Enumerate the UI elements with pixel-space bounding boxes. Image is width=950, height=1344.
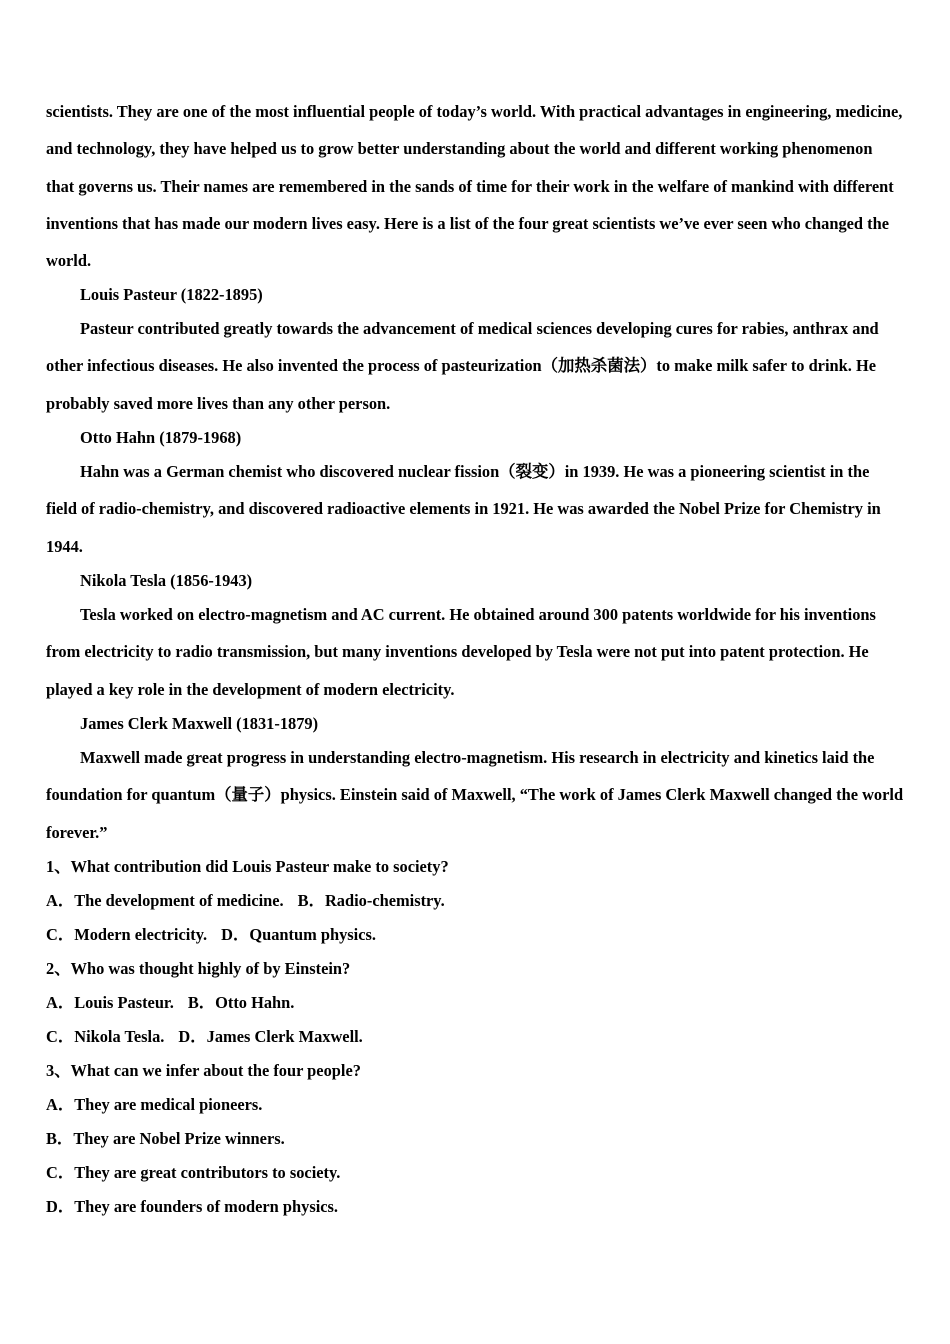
- question-1-option-a[interactable]: A．The development of medicine.: [46, 891, 284, 910]
- question-1-option-c[interactable]: C．Modern electricity.: [46, 925, 208, 944]
- section-body-maxwell: Maxwell made great progress in understanding electro-magnetism. His research in electricity and kinetics laid the foundation for quantum（量子）physics. Einstein said of Maxwell, “The work of James Clerk Maxwell changed the world forever.”: [46, 748, 904, 842]
- question-2-option-b[interactable]: B．Otto Hahn.: [187, 993, 295, 1012]
- section-heading-tesla: Nikola Tesla (1856-1943): [80, 571, 253, 590]
- question-1-options-row-1: [46, 890, 445, 912]
- question-1-options-row-2: [46, 924, 376, 946]
- question-1-option-d[interactable]: D．Quantum physics.: [221, 925, 376, 944]
- question-2-option-a[interactable]: A．Louis Pasteur.: [46, 993, 174, 1012]
- question-2-stem: 2、Who was thought highly of by Einstein?: [46, 959, 351, 978]
- question-3-option-b[interactable]: B．They are Nobel Prize winners.: [46, 1129, 285, 1148]
- question-2-options-row-1: [46, 992, 294, 1014]
- section-body-tesla: Tesla worked on electro-magnetism and AC current. He obtained around 300 patents worldwide for his inventions from electricity to radio transmission, but many inventions developed by Tesla were not put into patent protection. He played a key role in the development of modern electricity.: [46, 605, 876, 699]
- question-3-option-a[interactable]: A．They are medical pioneers.: [46, 1095, 263, 1114]
- section-body-hahn: Hahn was a German chemist who discovered nuclear fission（裂变）in 1939. He was a pioneering scientist in the field of radio-chemistry, and discovered radioactive elements in 1921. He was awarded the Nobel Prize for Chemistry in 1944.: [46, 462, 881, 556]
- section-heading-maxwell: James Clerk Maxwell (1831-1879): [80, 714, 319, 733]
- question-3-option-d[interactable]: D．They are founders of modern physics.: [46, 1197, 339, 1216]
- question-2-option-d[interactable]: D．James Clerk Maxwell.: [178, 1027, 363, 1046]
- question-3-option-c[interactable]: C．They are great contributors to society.: [46, 1163, 341, 1182]
- question-2-options-row-2: [46, 1026, 363, 1048]
- section-heading-hahn: Otto Hahn (1879-1968): [80, 428, 242, 447]
- section-heading-pasteur: Louis Pasteur (1822-1895): [80, 285, 263, 304]
- intro-paragraph: scientists. They are one of the most influential people of today’s world. With practical advantages in engineering, medicine, and technology, they have helped us to grow better understanding about the world and different working phenomenon that governs us. Their names are remembered in the sands of time for their work in the welfare of mankind with different inventions that has made our modern lives easy. Here is a list of the four great scientists we’ve ever seen who changed the world.: [46, 102, 903, 271]
- section-body-pasteur: Pasteur contributed greatly towards the advancement of medical sciences developing cures for rabies, anthrax and other infectious diseases. He also invented the process of pasteurization（加热杀菌法）to make milk safer to drink. He probably saved more lives than any other person.: [46, 319, 879, 413]
- question-2-option-c[interactable]: C．Nikola Tesla.: [46, 1027, 165, 1046]
- question-3-stem: 3、What can we infer about the four people?: [46, 1061, 361, 1080]
- question-1-option-b[interactable]: B．Radio-chemistry.: [297, 891, 445, 910]
- question-1-stem: 1、What contribution did Louis Pasteur make to society?: [46, 857, 449, 876]
